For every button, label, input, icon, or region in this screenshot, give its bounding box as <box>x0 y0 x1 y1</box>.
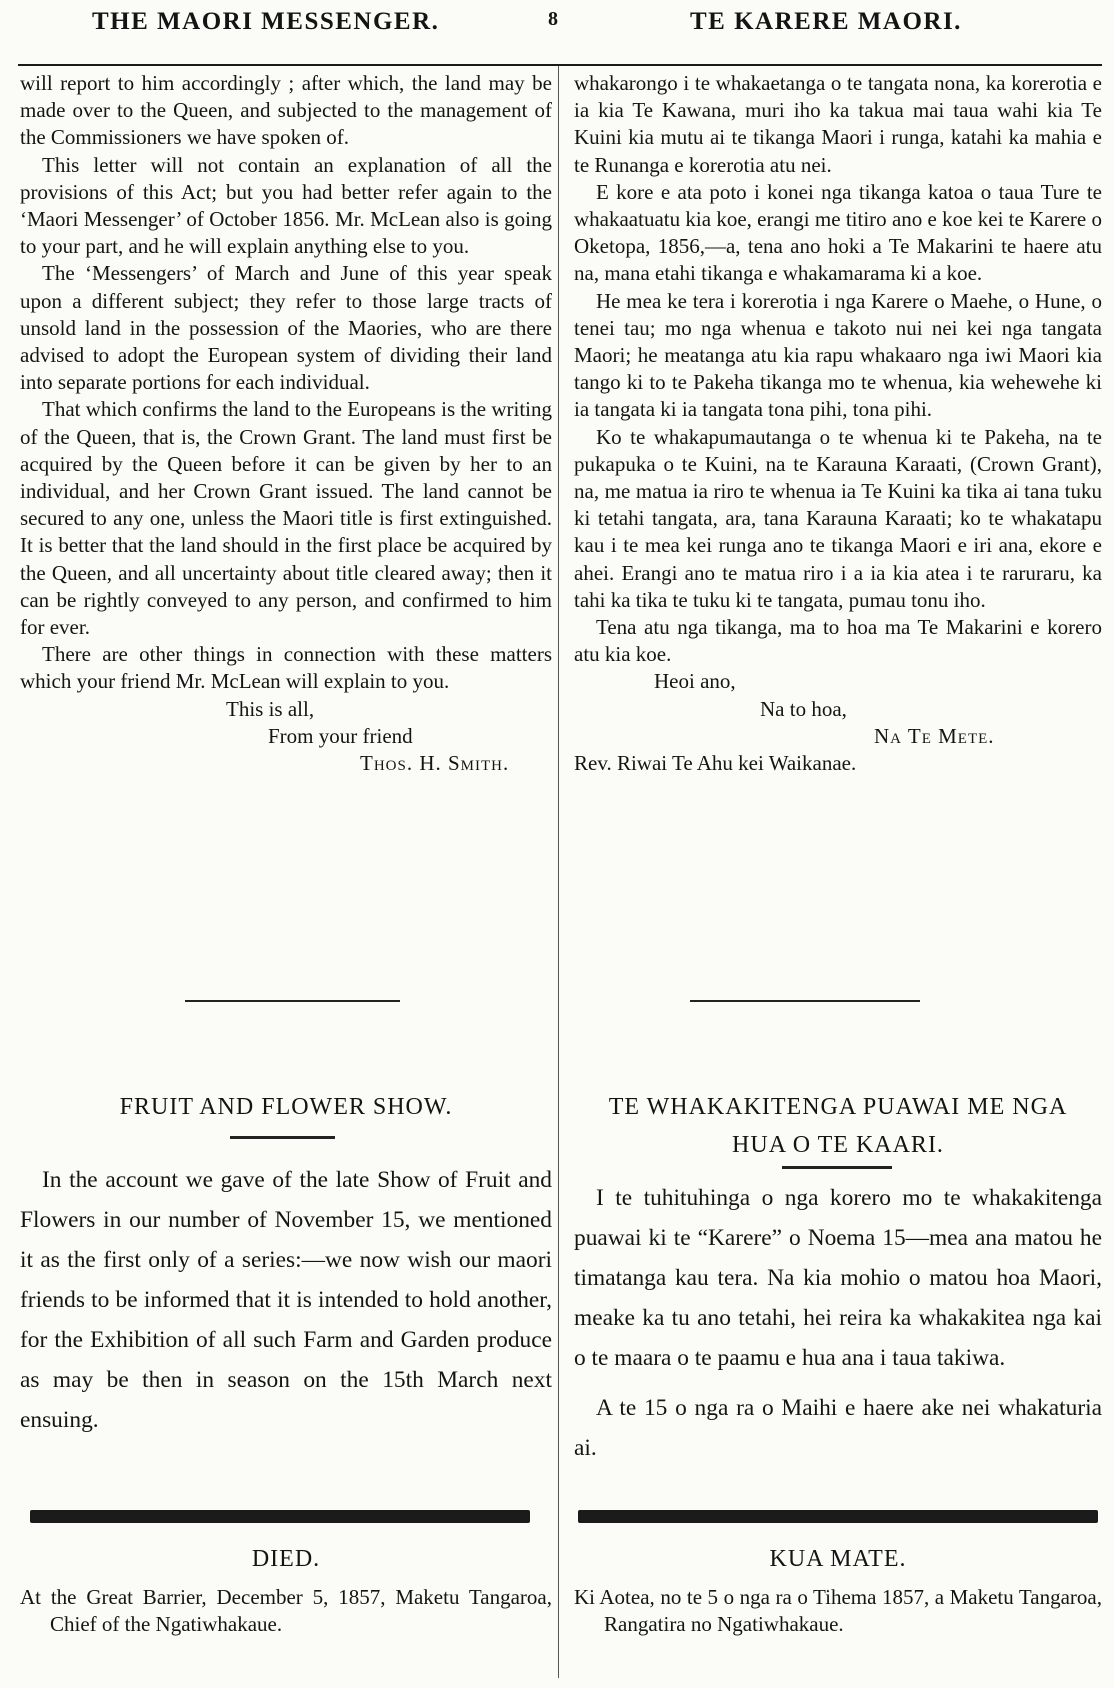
letter-paragraph: He mea ke tera i korerotia i nga Karere o Maehe, o Hune, o tenei tau; mo nga whenua e takoto nui nei kei nga tangata Maori; he meatanga atu kia rapu whakaaro nga iwi Maori kia tango ki to te Pakeha tikanga mo te whenua, kia wehewehe ki ia tangata ki ia tangata tona pihi, tona pihi. <box>574 288 1102 422</box>
page-header <box>0 4 1114 40</box>
header-rule <box>18 64 1102 66</box>
letter-paragraph: will report to him accordingly ; after which, the land may be made over to the Queen, and subjected to the management of the Commissioners we have spoken of. <box>20 71 552 150</box>
letter-paragraph: E kore e ata poto i konei nga tikanga katoa o taua Ture te whakaatuatu kia koe, erangi me titiro ano e koe kei te Karere o Oketopa, 1856,—a, tena ano hoki a Te Makarini te haere atu na, mana etahi tikanga e whakamarama ki a koe. <box>574 179 1102 286</box>
died-notice <box>20 1584 552 1638</box>
fruit-show-heading-maori <box>574 1088 1102 1164</box>
died-paragraph: Ki Aotea, no te 5 o nga ra o Tihema 1857, a Maketu Tangaroa, Rangatira no Ngatiwhakaue. <box>574 1585 1102 1637</box>
died-heading-maori: KUA MATE. <box>769 1546 907 1572</box>
letter-closing <box>20 696 552 778</box>
letter-paragraph: This letter will not contain an explanation of all the provisions of this Act; but you had better refer again to the ‘Maori Messenger’ of October 1856. Mr. McLean also is going to your part, and he will explain anything else to you. <box>20 152 552 259</box>
heading-line: HUA O TE KAARI. <box>732 1132 944 1158</box>
column-divider <box>558 66 559 1678</box>
heading-line: TE WHAKAKITENGA PUAWAI ME NGA <box>608 1094 1068 1120</box>
fruit-show-article-maori <box>574 1178 1102 1468</box>
heading-underline <box>230 1136 335 1139</box>
fruit-show-heading: FRUIT AND FLOWER SHOW. <box>119 1094 453 1120</box>
died-heading: DIED. <box>251 1546 321 1572</box>
closing-line: From your friend <box>268 723 413 748</box>
closing-line: Heoi ano, <box>654 669 736 694</box>
fruit-show-paragraph: In the account we gave of the late Show of Fruit and Flowers in our number of November 15, we mentioned it as the first only of a series:—we now wish our maori friends to be informed that it is intended to hold another, for the Exhibition of all such Farm and Garden produce as may be then in season on the 15th March next ensuing. <box>20 1167 552 1433</box>
closing-line: This is all, <box>226 696 315 721</box>
maori-letter <box>574 70 1102 777</box>
section-bar <box>578 1510 1098 1523</box>
letter-paragraph: There are other things in connection with these matters which your friend Mr. McLean will explain to you. <box>20 642 552 694</box>
letter-paragraph: whakarongo i te whakaetanga o te tangata nona, ka korerotia e ia kia Te Kawana, muri iho ka takua mai taua wahi kia Te Kuini kia mutu ai te tikanga Maori i runga, katahi ka mahia e te Runanga e korerotia atu nei. <box>574 71 1102 177</box>
fruit-show-paragraph: A te 15 o nga ra o Maihi e haere ake nei whakaturia ai. <box>574 1395 1102 1461</box>
fruit-show-paragraph: I te tuhituhinga o nga korero mo te whakakitenga puawai ki te “Karere” o Noema 15—mea ana matou he timatanga kau tera. Na kia mohio o matou hoa Maori, meake ka tu ano tetahi, hei reira ka whakakitea nga kai o te maara o te paamu e hua ana i taua takiwa. <box>574 1185 1102 1371</box>
english-letter <box>20 70 552 777</box>
fruit-show-article <box>20 1160 552 1440</box>
letter-paragraph: Tena atu nga tikanga, ma to hoa ma Te Makarini e korero atu kia koe. <box>574 615 1102 667</box>
addressee: Rev. Riwai Te Ahu kei Waikanae. <box>574 751 857 776</box>
signature: Thos. H. Smith. <box>360 751 510 776</box>
maori-masthead: TE KARERE MAORI. <box>690 8 962 35</box>
page-number: 8 <box>548 8 560 30</box>
died-notice-maori <box>574 1584 1102 1638</box>
letter-closing <box>574 668 1102 777</box>
section-rule <box>185 1000 400 1002</box>
letter-paragraph: That which confirms the land to the Europeans is the writing of the Queen, that is, the Crown Grant. The land must first be acquired by the Queen before it can be given by her to an individual, and her Crown Grant issued. The land cannot be secured to any one, unless the Maori title is first extinguished. It is better that the land should in the first place be acquired by the Queen, and all uncertainty about title cleared away; then it can be rightly conveyed to any person, and confirmed to him for ever. <box>20 397 552 640</box>
died-paragraph: At the Great Barrier, December 5, 1857, Maketu Tangaroa, Chief of the Ngatiwhakaue. <box>20 1585 552 1637</box>
english-masthead: THE MAORI MESSENGER. <box>92 8 440 35</box>
heading-underline <box>782 1166 892 1169</box>
signature: Na Te Mete. <box>874 723 995 748</box>
letter-paragraph: The ‘Messengers’ of March and June of this year speak upon a different subject; they refer to those large tracts of unsold land in the possession of the Maories, who are there advised to adopt the European system of dividing their land into separate portions for each individual. <box>20 261 552 395</box>
section-bar <box>30 1510 530 1523</box>
section-rule <box>690 1000 920 1002</box>
letter-paragraph: Ko te whakapumautanga o te whenua ki te Pakeha, na te pukapuka o te Kuini, na te Karauna Karaati, (Crown Grant), na, me matua ia riro te whenua ia Te Kuini ka tika ai tana tuku ki tetahi tangata, ara, tana Karauna Karaati; ko te whakatapu kau i te mea kei runga ano te tikanga Maori e iri ana, ekore e ahei. Erangi ano te matua riro i a ia kia atea i te raruraru, ka tahi ka tika te tuku ki te tangata, pumau tonu iho. <box>574 424 1102 612</box>
closing-line: Na to hoa, <box>760 696 847 721</box>
